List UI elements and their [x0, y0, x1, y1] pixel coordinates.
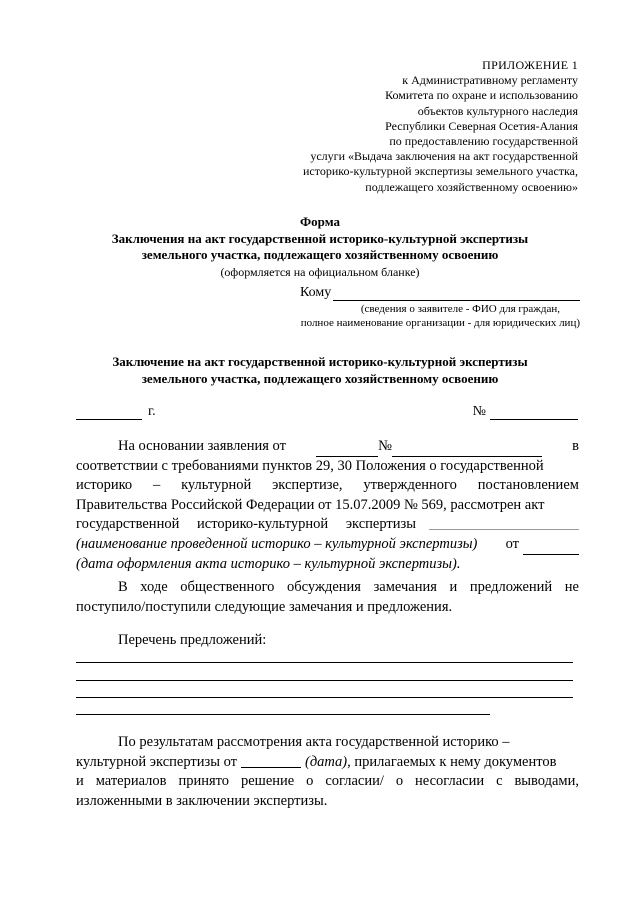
recipient-block — [270, 285, 580, 330]
text-segment: в — [572, 438, 579, 454]
recipient-label: Кому — [300, 285, 332, 300]
expertise-name-hint: (наименование проведенной историко – культурной экспертизы) — [76, 535, 478, 552]
text-segment: , прилагаемых к нему документов — [347, 753, 557, 770]
appendix-line: историко-культурной экспертизы земельного участка, — [302, 164, 578, 179]
text-word: утвержденного — [363, 477, 457, 494]
appendix-line: Комитета по охране и использованию — [385, 88, 578, 103]
year-suffix: г. — [148, 404, 156, 419]
appendix-line: к Административному регламенту — [402, 73, 578, 88]
act-date-hint: (дата оформления акта историко – культурной экспертизы). — [76, 555, 461, 572]
recipient-note — [270, 302, 580, 330]
text-word: культурной — [181, 477, 252, 494]
date-number-row — [76, 404, 578, 422]
proposals-label: Перечень предложений: — [118, 632, 267, 648]
form-title-line: Заключения на акт государственной историко-культурной экспертизы — [111, 230, 529, 246]
text-segment: № — [378, 438, 392, 454]
expertise-name-field[interactable] — [429, 515, 579, 530]
paragraph-discussion — [76, 578, 579, 617]
appendix-header — [248, 58, 578, 195]
number-field[interactable] — [490, 406, 578, 420]
form-title-label: Форма — [300, 214, 340, 229]
expertise-date-field[interactable] — [241, 753, 301, 768]
main-title-line: земельного участка, подлежащего хозяйственному освоению — [141, 370, 499, 386]
appendix-line: по предоставлению государственной — [389, 134, 578, 149]
appendix-title: ПРИЛОЖЕНИЕ 1 — [482, 58, 578, 72]
proposal-line-field[interactable] — [76, 697, 573, 698]
text-word: экспертизе, — [272, 477, 343, 494]
appendix-line: услуги «Выдача заключения на акт государственной — [310, 149, 578, 164]
text-word: историко-культурной — [197, 516, 329, 533]
paragraph-text: В ходе общественного обсуждения замечания и предложений не поступило/поступили следующие замечания и предложения. — [76, 579, 579, 615]
text-line: По результатам рассмотрения акта государственной историко – — [118, 734, 510, 750]
recipient-note-line: полное наименование организации - для юридических лиц) — [300, 317, 580, 329]
text-word: – — [153, 477, 161, 494]
paragraph-decision — [76, 733, 579, 811]
appendix-line: Республики Северная Осетия-Алания — [385, 118, 578, 133]
text-word: государственной — [76, 516, 180, 533]
date-field[interactable] — [76, 406, 142, 420]
number-sign: № — [472, 404, 486, 419]
recipient-field[interactable] — [333, 287, 580, 301]
main-title-line: Заключение на акт государственной историко-культурной экспертизы — [112, 354, 528, 369]
text-word: от — [505, 535, 519, 552]
form-title — [60, 214, 580, 280]
proposal-line-field[interactable] — [76, 714, 490, 715]
main-title — [60, 354, 580, 387]
text-segment: На основании заявления от — [118, 438, 286, 454]
appendix-line: подлежащего хозяйственному освоению» — [365, 179, 578, 194]
proposal-line-field[interactable] — [76, 680, 573, 681]
application-number-field[interactable] — [392, 442, 542, 457]
text-word: постановлением — [477, 477, 579, 494]
text-word: историко — [76, 477, 133, 494]
text-word: экспертизы — [345, 516, 416, 533]
paragraph-proposals — [76, 631, 579, 651]
paragraph-basis — [76, 437, 579, 574]
form-note: (оформляется на официальном бланке) — [220, 264, 420, 279]
text-segment: культурной экспертизы от — [76, 753, 237, 770]
application-date-field[interactable] — [316, 442, 378, 457]
paragraph-text: и материалов принято решение о согласии/ о несогласии с выводами, изложенными в заключении экспертизы. — [76, 773, 579, 809]
text-line: Правительства Российской Федерации от 15.07.2009 № 569, рассмотрен акт — [76, 496, 545, 513]
date-hint: (дата) — [304, 753, 348, 770]
act-date-field[interactable] — [523, 540, 579, 555]
recipient-note-line: (сведения о заявителе - ФИО для граждан, — [360, 303, 560, 315]
text-line: соответствии с требованиями пунктов 29, 30 Положения о государственной — [76, 457, 544, 474]
form-title-line: земельного участка, подлежащего хозяйственному освоению — [141, 247, 499, 262]
appendix-line: объектов культурного наследия — [417, 103, 578, 118]
proposal-line-field[interactable] — [76, 662, 573, 663]
